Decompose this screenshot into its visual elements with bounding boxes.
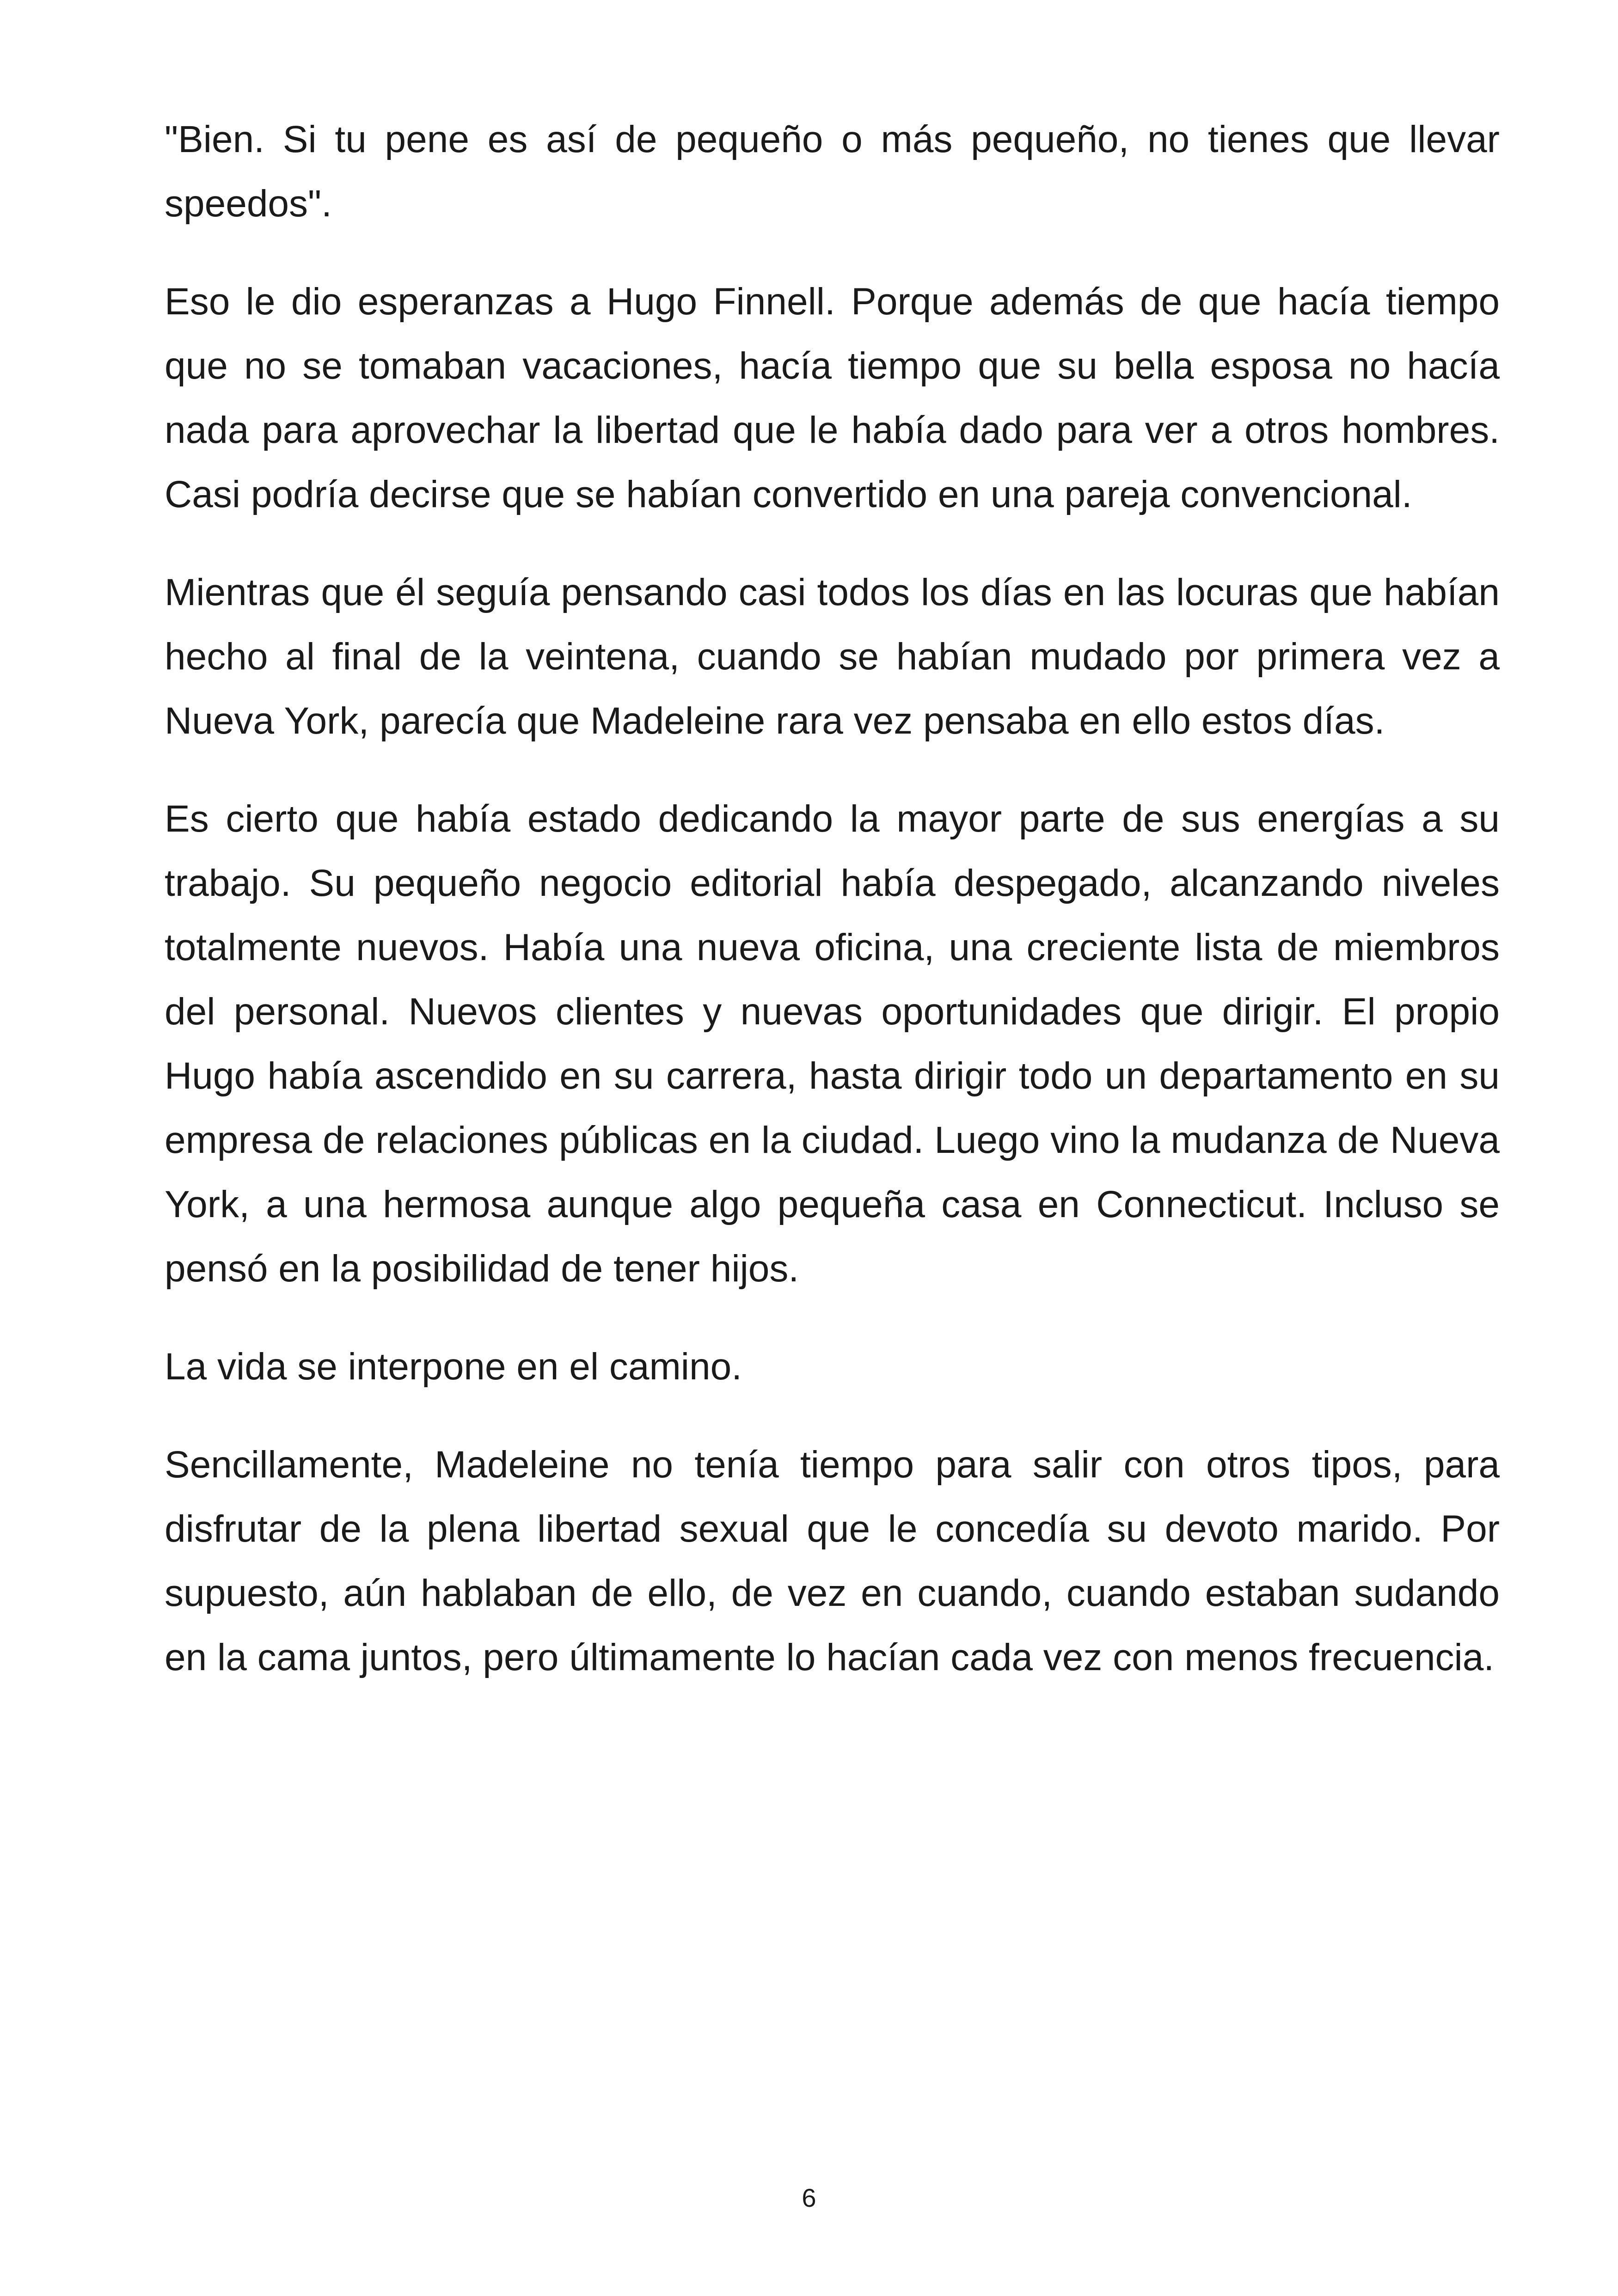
paragraph-3: Mientras que él seguía pensando casi todos los días en las locuras que habían hecho al final de la veintena, cuando se habían mudado por primera vez a Nueva York, parecía que Madeleine rara vez pensaba en ello estos días. [165,571,1500,742]
paragraph-6: Sencillamente, Madeleine no tenía tiempo para salir con otros tipos, para disfrutar de la plena libertad sexual que le concedía su devoto marido. Por supuesto, aún hablaban de ello, de vez en cuando, cuando estaban sudando en la cama juntos, pero últimamente lo hacían cada vez con menos frecuencia. [165,1444,1500,1678]
page-number: 6 [802,2183,816,2212]
paragraph-1: "Bien. Si tu pene es así de pequeño o más pequeño, no tienes que llevar speedos". [165,118,1500,225]
paragraph-2: Eso le dio esperanzas a Hugo Finnell. Porque además de que hacía tiempo que no se tomaban vacaciones, hacía tiempo que su bella esposa no hacía nada para aprovechar la libertad que le había dado para ver a otros hombres. Casi podría decirse que se habían convertido en una pareja convencional. [165,281,1500,515]
body-text [165,107,1500,1723]
paragraph-5: La vida se interpone en el camino. [165,1346,742,1388]
paragraph-4: Es cierto que había estado dedicando la mayor parte de sus energías a su trabajo. Su pequeño negocio editorial había despegado, alcanzando niveles totalmente nuevos. Había una nueva oficina, una creciente lista de miembros del personal. Nuevos clientes y nuevas oportunidades que dirigir. El propio Hugo había ascendido en su carrera, hasta dirigir todo un departamento en su empresa de relaciones públicas en la ciudad. Luego vino la mudanza de Nueva York, a una hermosa aunque algo pequeña casa en Connecticut. Incluso se pensó en la posibilidad de tener hijos. [165,798,1500,1290]
